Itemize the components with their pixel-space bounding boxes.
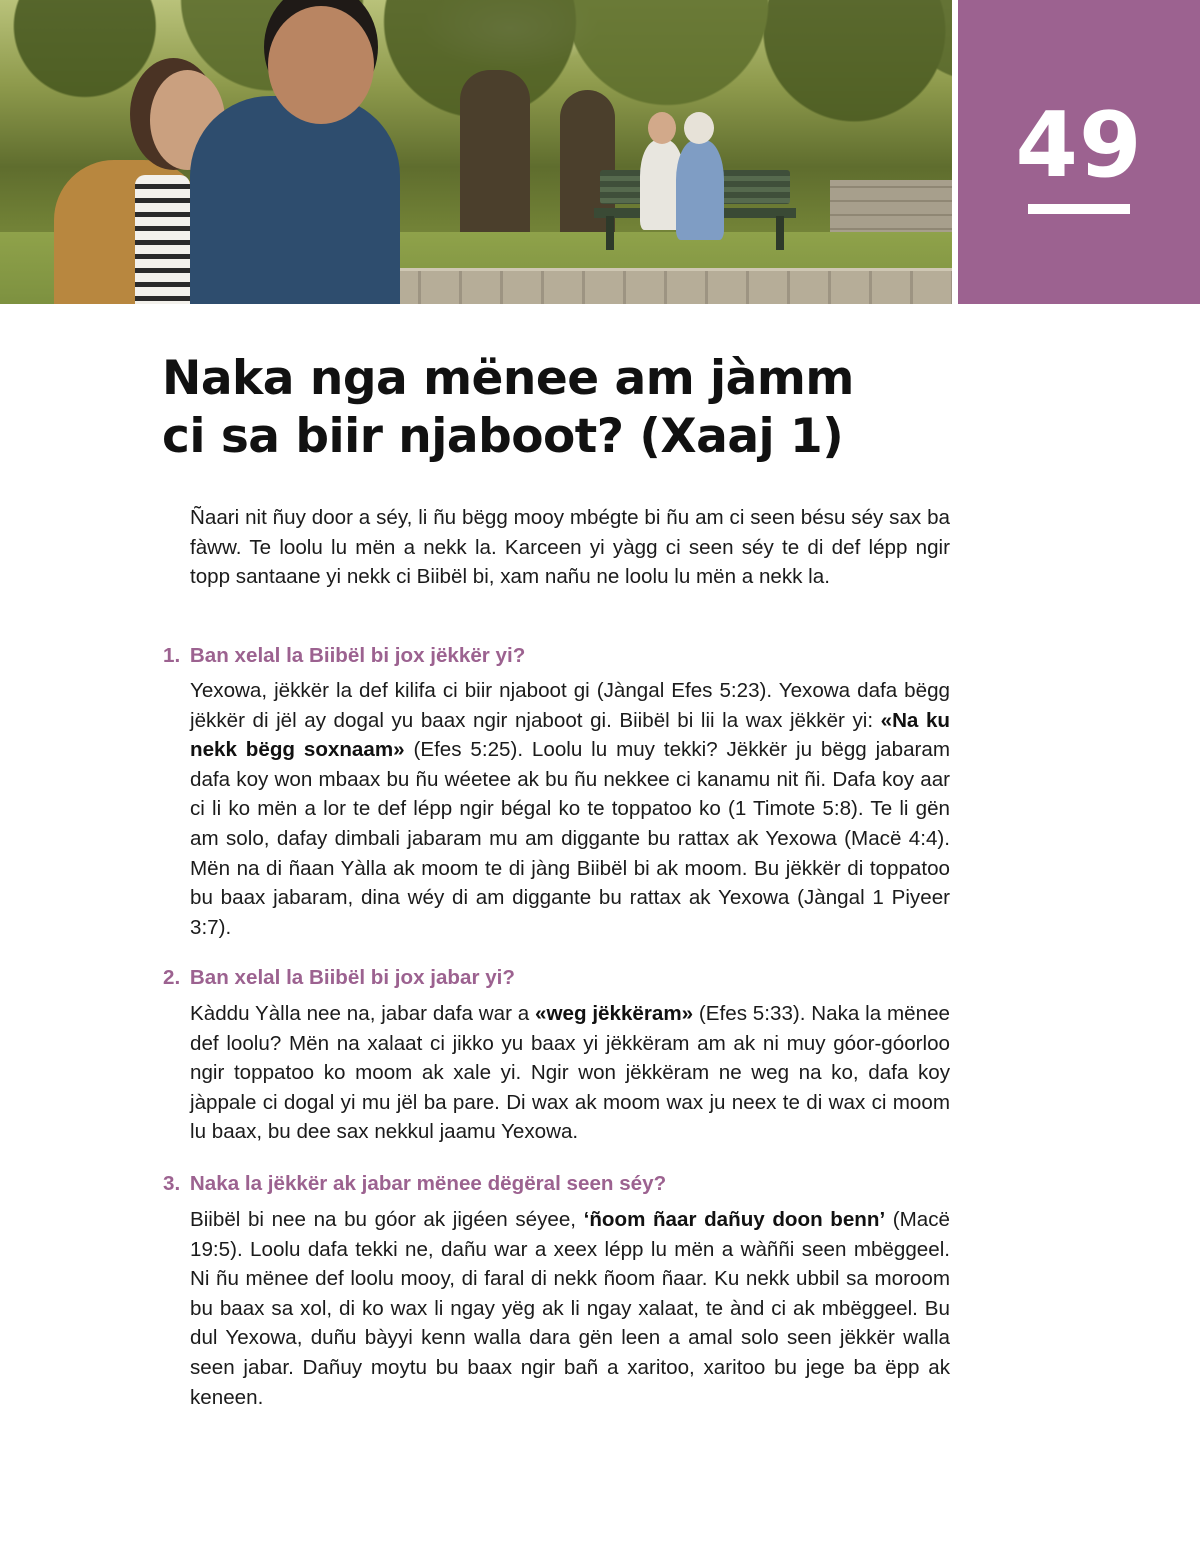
section-1-bold-quote: «Na ku nekk bëgg soxnaam»	[190, 708, 950, 762]
section-2-question-text: Ban xelal la Biibël bi jox jabar yi?	[189, 966, 515, 989]
title-line-1: Naka nga mënee am jàmm	[162, 351, 854, 406]
title-line-2: ci sa biir njaboot? (Xaaj 1)	[162, 409, 844, 464]
tree-trunk	[460, 70, 530, 240]
section-3-number: 3.	[163, 1172, 181, 1195]
young-man	[190, 96, 400, 304]
chapter-number: 49	[1015, 93, 1143, 198]
page-title	[162, 350, 922, 466]
section-1-number: 1.	[163, 644, 181, 667]
section-1-paragraph	[190, 676, 950, 942]
young-man-head	[268, 6, 374, 124]
section-3-text-a: Biibël bi nee na bu góor ak jigéen séyee,	[190, 1208, 584, 1231]
section-2-number: 2.	[163, 966, 181, 989]
bench-leg	[606, 216, 614, 250]
section-2-text-a: Kàddu Yàlla nee na, jabar dafa war a	[190, 1002, 536, 1025]
section-2-question	[163, 963, 963, 992]
section-3-question-text: Naka la jëkkër ak jabar mënee dëgëral seen séy?	[189, 1172, 667, 1195]
elderly-man-head	[648, 112, 676, 144]
section-2-bold-quote: «weg jëkkëram»	[535, 1002, 694, 1025]
intro-paragraph: Ñaari nit ñuy door a séy, li ñu bëgg mooy mbégte bi ñu am ci seen bésu séy sax ba fàww. Te loolu lu mën a nekk la. Karceen yi yàgg ci seen séy te di def lépp ngir topp santaane yi nekk ci Biibël bi, xam nañu ne loolu lu mën a nekk la.	[190, 506, 950, 589]
stone-wall-front	[380, 268, 952, 304]
section-1-text-a: Yexowa, jëkkër la def kilifa ci biir njaboot gi (Jàngal Efes 5:23). Yexowa dafa bëgg jëkkër di jël ay dogal yu baax ngir njaboot gi. Biibël bi lii la wax jëkkër yi:	[190, 679, 950, 732]
section-3-paragraph	[190, 1205, 950, 1412]
chapter-underline	[1028, 204, 1130, 214]
section-2-text-b: (Efes 5:33). Naka la mënee def loolu? Mën na xalaat ci jikko yu baax yi jëkkëram am ak ni muy góor-góorloo ngir toppatoo ko moom ak xale yi. Ngir won jëkkëram ne weg na ko, dafa koy jàppale ci dogal yi mu jël ba pare. Di wax ak moom wax ju neex te di wax ci moom lu baax, bu dee sax nekkul jaamu Yexowa.	[190, 1002, 950, 1144]
young-woman-shirt	[135, 175, 190, 304]
section-1-question	[163, 641, 963, 670]
section-3-bold-quote: ‘ñoom ñaar dañuy doon benn’	[583, 1208, 886, 1231]
bench-leg	[776, 216, 784, 250]
section-3-text-b: (Macë 19:5). Loolu dafa tekki ne, dañu war a xeex lépp lu mën a wàññi seen mbëggeel. Ni ñu mënee def loolu mooy, di faral di nekk ñoom ñaar. Ku nekk ubbil sa moroom bu baax sa xol, di ko wax li ngay yëg ak li ngay xalaat, te ànd ci ak mbëggeel. Bu dul Yexowa, duñu bàyyi kenn walla dara gën leen a amal solo seen jëkkër walla seen jabar. Dañuy moytu bu baax ngir bañ a xaritoo, xaritoo bu jege ba ëpp ak keneen.	[190, 1208, 950, 1409]
section-1-text-b: (Efes 5:25). Loolu lu muy tekki? Jëkkër ju bëgg jabaram dafa koy won mbaax bu ñu wéetee ak bu ñu nekkee ci kanamu nit ñi. Dafa koy aar ci li ko mën a lor te def lépp ngir bégal ko te toppatoo ko (1 Timote 5:8). Te li gën am solo, dafay dimbali jabaram mu am diggante bu rattax ak Yexowa (Macë 4:4). Mën na di ñaan Yàlla ak moom te di jàng Biibël bi ak moom. Bu jëkkër di toppatoo bu baax jabaram, dina wéy di am diggante bu rattax ak Yexowa (Jàngal 1 Piyeer 3:7).	[190, 738, 951, 939]
elderly-woman	[676, 140, 724, 240]
chapter-tab	[958, 0, 1200, 304]
elderly-woman-head	[684, 112, 714, 144]
section-2-paragraph	[190, 999, 950, 1147]
section-1-question-text: Ban xelal la Biibël bi jox jëkkër yi?	[189, 644, 526, 667]
header-photo	[0, 0, 952, 304]
section-3-question	[163, 1169, 963, 1198]
